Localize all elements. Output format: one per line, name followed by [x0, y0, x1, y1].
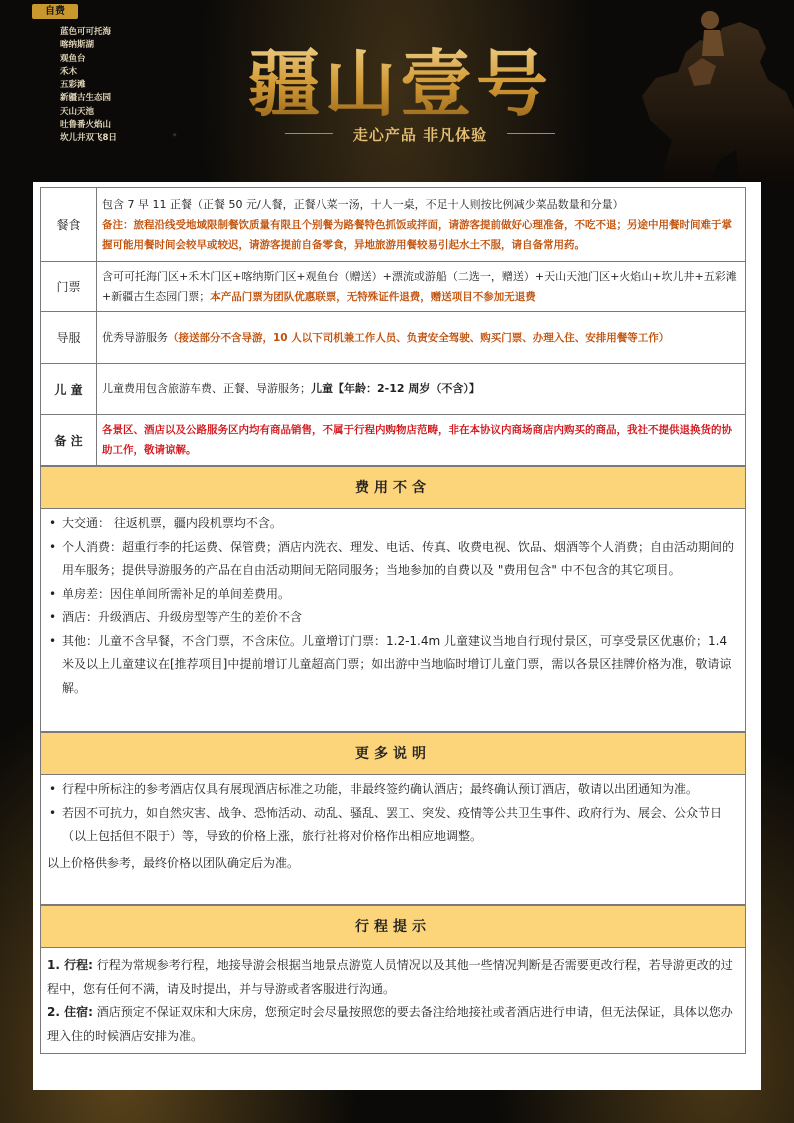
list-item: • 酒店：升级酒店、升级房型等产生的差价不含	[47, 606, 739, 630]
spot-item: 天山天池	[60, 106, 95, 117]
tip-lead: 2. 住宿:	[47, 1005, 93, 1019]
row-label: 儿 童	[41, 364, 97, 415]
meal-note: 备注：旅程沿线受地域限制餐饮质量有限且个别餐为路餐特色抓饭或拌面，请游客提前做好心理准备，不吃不退；另途中用餐时间难于掌握可能用餐时间会较早或较迟，请游客提前自备零食，异地旅游用餐较易引起水土不服，请自备常用药。	[102, 218, 732, 251]
spot-item: 吐鲁番火焰山	[60, 120, 112, 131]
ticket-note: 本产品门票为团队优惠联票，无特殊证件退费，赠送项目不参加无退费	[210, 290, 536, 303]
spot-item: 五彩滩	[60, 80, 86, 91]
table-row-ticket	[41, 262, 746, 312]
excluded-heading: 费用不含	[40, 466, 746, 509]
row-content	[97, 364, 746, 415]
table-row-child	[41, 364, 746, 415]
spot-item: 新疆古生态园	[60, 93, 112, 104]
row-content	[97, 415, 746, 466]
spot-item: 坎儿井双飞8日	[60, 133, 117, 144]
more-info-heading: 更多说明	[40, 732, 746, 775]
list-item: • 个人消费：超重行李的托运费、保管费；酒店内洗衣、理发、电话、传真、收费电视、饮品、烟酒等个人消费；自由活动期间的用车服务；提供导游服务的产品在自由活动期间无陪同服务；当地参加的自费以及 "费用包含" 中不包含的其它项目。	[47, 536, 739, 583]
table-row-guide	[41, 312, 746, 364]
table-row-meal	[41, 188, 746, 262]
tip-lead: 1. 行程:	[47, 958, 93, 972]
child-age-note: 儿童【年龄：2-12 周岁（不含）】	[311, 382, 480, 395]
content-panel	[33, 182, 761, 1090]
list-item: • 大交通： 往返机票，疆内段机票均不含。	[47, 512, 739, 536]
excluded-list	[41, 509, 745, 703]
tips-body	[40, 948, 746, 1054]
spot-item: 喀纳斯湖	[60, 40, 95, 51]
table-row-remark	[41, 415, 746, 466]
tip-text: 行程为常规参考行程，地接导游会根据当地景点游览人员情况以及其他一些情况判断是否需要更改行程，若导游更改的过程中，您有任何不满，请及时提出，并与导游或者客服进行沟通。	[47, 958, 733, 996]
spot-list	[60, 26, 117, 146]
fee-table	[40, 187, 746, 466]
tip-text: 酒店预定不保证双床和大床房，您预定时会尽量按照您的要去备注给地接社或者酒店进行申请，但无法保证，具体以您办理入住的时候酒店安排为准。	[47, 1005, 733, 1043]
excluded-body	[40, 509, 746, 732]
more-info-list	[41, 775, 745, 852]
guide-text: 优秀导游服务	[102, 330, 168, 344]
row-label: 导服	[41, 312, 97, 364]
ticket-text: 含可可托海门区+禾木门区+喀纳斯门区+观鱼台（赠送）+漂流或游船（二选一，赠送）+天山天池门区+火焰山+坎儿井+五彩滩+新疆古生态园门票；	[102, 269, 737, 303]
slogan-row	[285, 124, 555, 144]
more-info-body	[40, 775, 746, 905]
horse-rider-icon	[590, 0, 794, 182]
list-item: • 若因不可抗力，如自然灾害、战争、恐怖活动、动乱、骚乱、罢工、突发、疫情等公共卫生事件、政府行为、展会、公众节日（以上包括但不限于）等，导致的价格上涨，旅行社将对价格作出相应地调整。	[47, 802, 739, 849]
tip-item	[41, 954, 745, 1001]
slogan-divider-right	[507, 133, 555, 134]
list-item: • 其他：儿童不含早餐，不含门票，不含床位。儿童增订门票：1.2-1.4m 儿童建议当地自行现付景区，可享受景区优惠价；1.4 米及以上儿童建议在[推荐项目]中提前增订儿童超高门票；如出游中当地临时增订儿童门票，需以各景区挂牌价格为准，敬请谅解。	[47, 630, 739, 701]
header-banner	[0, 0, 794, 182]
meal-text: 包含 7 早 11 正餐（正餐 50 元/人餐，正餐八菜一汤，十人一桌，不足十人则按比例减少菜品数量和分量）	[102, 197, 624, 211]
row-content	[97, 262, 746, 312]
row-label: 备 注	[41, 415, 97, 466]
tips-heading: 行程提示	[40, 905, 746, 948]
row-label: 餐食	[41, 188, 97, 262]
spot-item: 观鱼台	[60, 53, 86, 64]
row-content	[97, 312, 746, 364]
slogan-divider-left	[285, 133, 333, 134]
list-item: • 单房差：因住单间所需补足的单间差费用。	[47, 583, 739, 607]
row-label: 门票	[41, 262, 97, 312]
list-item: • 行程中所标注的参考酒店仅具有展现酒店标准之功能，非最终签约确认酒店；最终确认预订酒店，敬请以出团通知为准。	[47, 778, 739, 802]
brand-title: 疆山壹号	[248, 26, 552, 130]
row-content	[97, 188, 746, 262]
spot-item: 蓝色可可托海	[60, 27, 112, 37]
slogan: 走心产品 非凡体验	[352, 126, 488, 144]
guide-note: （接送部分不含导游，10 人以下司机兼工作人员、负责安全驾驶、购买门票、办理入住、安排用餐等工作）	[168, 331, 670, 344]
self-pay-badge: 自费	[32, 4, 78, 19]
price-footnote: 以上价格供参考，最终价格以团队确定后为准。	[47, 855, 300, 870]
child-text: 儿童费用包含旅游车费、正餐、导游服务；	[102, 382, 311, 395]
remark-text: 各景区、酒店以及公路服务区内均有商品销售，不属于行程内购物店范畴，非在本协议内商场商店内购买的商品，我社不提供退换货的协助工作，敬请谅解。	[102, 424, 732, 456]
spot-item: 禾木	[60, 66, 78, 77]
tip-item	[41, 1001, 745, 1048]
